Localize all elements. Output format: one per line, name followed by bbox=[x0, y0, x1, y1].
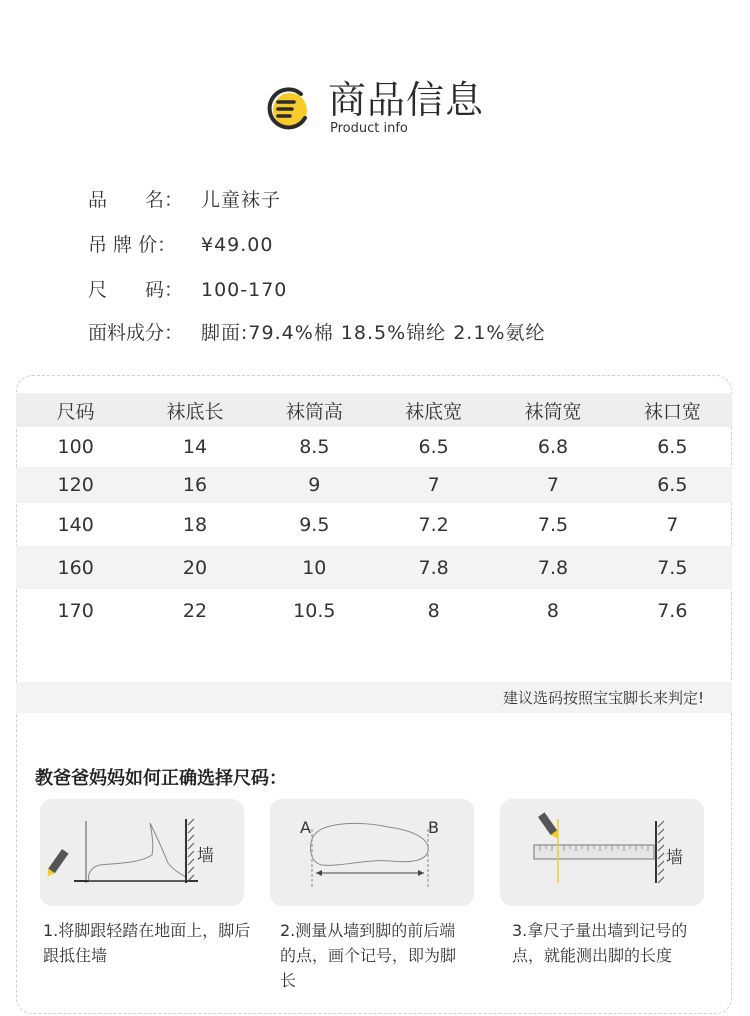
table-cell: 7 bbox=[493, 467, 612, 503]
table-cell: 120 bbox=[16, 467, 135, 503]
table-cell: 7.2 bbox=[418, 513, 449, 536]
page-title: 商品信息 bbox=[328, 78, 485, 122]
info-value: 100-170 bbox=[201, 279, 288, 301]
table-cell: 7 bbox=[374, 467, 493, 503]
table-cell: 170 bbox=[57, 599, 94, 622]
column-header: 尺码 bbox=[16, 393, 135, 427]
foot-outline-icon bbox=[270, 799, 474, 906]
table-row bbox=[16, 467, 732, 503]
info-label: 尺 码： bbox=[88, 279, 184, 301]
info-label: 吊 牌 价： bbox=[88, 234, 177, 256]
table-cell: 7.6 bbox=[657, 599, 688, 622]
table-cell: 6.5 bbox=[613, 467, 732, 503]
table-cell: 160 bbox=[16, 546, 135, 589]
column-header: 袜口宽 bbox=[613, 393, 732, 427]
table-cell: 20 bbox=[135, 546, 254, 589]
table-cell: 100 bbox=[57, 436, 94, 458]
document-list-icon bbox=[263, 84, 311, 132]
table-cell: 22 bbox=[182, 599, 208, 622]
info-value: 儿童袜子 bbox=[201, 189, 282, 211]
info-value: ¥49.00 bbox=[201, 234, 274, 256]
info-value: 脚面:79.4%棉 18.5%锦纶 2.1%氨纶 bbox=[201, 322, 546, 344]
step-1-text: 1.将脚跟轻踏在地面上，脚后跟抵住墙 bbox=[43, 921, 251, 965]
table-cell: 7 bbox=[666, 513, 679, 536]
column-header: 袜底长 bbox=[135, 393, 254, 427]
table-row bbox=[16, 427, 732, 467]
column-header: 袜底宽 bbox=[374, 393, 493, 427]
step-3-text: 3.拿尺子量出墙到记号的点，就能测出脚的长度 bbox=[512, 921, 688, 965]
guide-title: 教爸爸妈妈如何正确选择尺码： bbox=[35, 768, 287, 789]
wall-label: 墙 bbox=[197, 846, 214, 866]
table-cell: 9.5 bbox=[299, 513, 330, 536]
table-cell: 10 bbox=[255, 546, 374, 589]
wall-label: 墙 bbox=[666, 848, 683, 868]
step-2-text: 2.测量从墙到脚的前后端的点，画个记号，即为脚长 bbox=[280, 921, 457, 990]
table-cell: 10.5 bbox=[293, 599, 336, 622]
page-header bbox=[263, 78, 503, 140]
step-2-illustration bbox=[270, 799, 474, 906]
table-cell: 18 bbox=[182, 513, 208, 536]
info-label: 品 名： bbox=[88, 189, 184, 211]
table-cell: 16 bbox=[135, 467, 254, 503]
table-header-row bbox=[16, 393, 732, 427]
table-cell: 8 bbox=[427, 599, 440, 622]
step-1-illustration bbox=[40, 799, 244, 906]
table-cell: 7.5 bbox=[613, 546, 732, 589]
point-b-label: B bbox=[428, 818, 439, 837]
table-cell: 6.5 bbox=[657, 436, 688, 458]
table-cell: 140 bbox=[57, 513, 94, 536]
info-label: 面料成分： bbox=[88, 322, 184, 344]
column-header: 袜筒宽 bbox=[493, 393, 612, 427]
table-cell: 7.5 bbox=[537, 513, 569, 536]
table-cell: 7.8 bbox=[493, 546, 612, 589]
table-cell: 14 bbox=[182, 436, 208, 458]
table-cell: 8 bbox=[546, 599, 560, 622]
step-3-illustration bbox=[500, 799, 704, 906]
point-a-label: A bbox=[300, 818, 311, 837]
size-note: 建议选码按照宝宝脚长来判定! bbox=[502, 689, 704, 707]
size-note-bar bbox=[16, 682, 732, 713]
table-row bbox=[16, 503, 732, 546]
page-subtitle: Product info bbox=[330, 121, 408, 136]
table-cell: 9 bbox=[255, 467, 374, 503]
table-row bbox=[16, 589, 732, 632]
column-header: 袜筒高 bbox=[255, 393, 374, 427]
size-table bbox=[16, 393, 732, 632]
table-row bbox=[16, 546, 732, 589]
table-cell: 8.5 bbox=[299, 436, 330, 458]
table-cell: 6.5 bbox=[418, 436, 449, 458]
table-cell: 6.8 bbox=[537, 436, 569, 458]
table-cell: 7.8 bbox=[374, 546, 493, 589]
